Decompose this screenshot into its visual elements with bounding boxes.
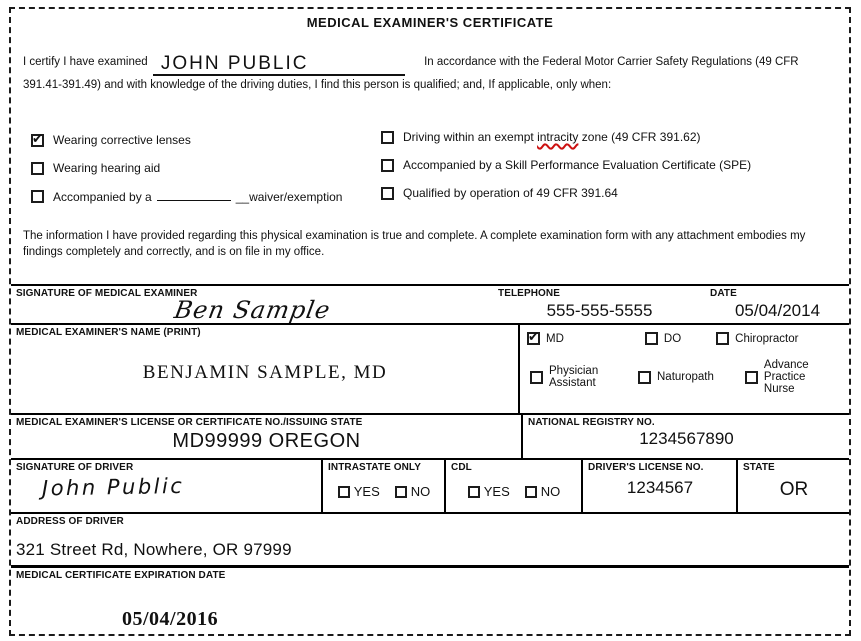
form-title: MEDICAL EXAMINER'S CERTIFICATE [306, 15, 554, 30]
driver-address-row [11, 512, 849, 565]
cdl-no-checkbox[interactable] [525, 486, 537, 498]
driver-address-field[interactable]: 321 Street Rd, Nowhere, OR 97999 [16, 540, 292, 559]
chiropractor-checkbox[interactable] [716, 332, 729, 345]
driver-address-label: ADDRESS OF DRIVER [16, 516, 124, 527]
intrastate-yes-option [338, 484, 380, 499]
certification-section [11, 9, 849, 284]
spe-certificate-checkbox[interactable] [381, 159, 394, 172]
option-hearing-aid [31, 161, 376, 175]
certification-statement [23, 53, 837, 95]
cdl-yes-no-group [451, 484, 577, 499]
examiner-signature-field[interactable]: Ben Sample [172, 296, 333, 324]
driver-signature-field[interactable]: John Public [41, 473, 185, 501]
physician-assistant-label: Physician Assistant [549, 365, 599, 389]
expiration-label: MEDICAL CERTIFICATE EXPIRATION DATE [16, 570, 226, 581]
physician-assistant-checkbox[interactable] [530, 371, 543, 384]
cdl-yes-label: YES [483, 484, 510, 499]
chiropractor-label: Chiropractor [735, 332, 799, 345]
hearing-aid-label: Wearing hearing aid [53, 161, 161, 175]
option-intracity-zone [381, 130, 846, 144]
driver-state-cell [736, 460, 849, 512]
intrastate-yes-label: YES [353, 484, 380, 499]
intrastate-yes-checkbox[interactable] [338, 486, 350, 498]
option-waiver-exemption [31, 189, 376, 204]
national-registry-field[interactable]: 1234567890 [639, 429, 734, 448]
examiner-license-cell [11, 415, 521, 458]
examiner-license-label: MEDICAL EXAMINER'S LICENSE OR CERTIFICATE NO./ISSUING STATE [16, 417, 363, 428]
telephone-cell [493, 286, 705, 323]
cdl-no-label: NO [540, 484, 561, 499]
examiner-license-field[interactable]: MD99999 OREGON [172, 430, 361, 452]
driver-signature-cell [11, 460, 321, 512]
intrastate-only-label: INTRASTATE ONLY [328, 462, 421, 473]
exam-date-label: DATE [710, 288, 737, 299]
credential-advance-practice-nurse [745, 359, 820, 395]
driver-license-field[interactable]: 1234567 [626, 478, 694, 497]
examiner-name-field[interactable]: BENJAMIN SAMPLE, MD [142, 362, 388, 383]
advance-practice-nurse-checkbox[interactable] [745, 371, 758, 384]
telephone-label: TELEPHONE [498, 288, 561, 299]
md-checkbox[interactable] [527, 332, 540, 345]
cdl-yes-option [468, 484, 510, 499]
driver-license-cell [581, 460, 736, 512]
naturopath-checkbox[interactable] [638, 371, 651, 384]
credential-md [527, 332, 564, 345]
credentials-row-1 [527, 332, 845, 345]
waiver-blank-field[interactable] [157, 189, 231, 201]
certify-suffix-text: In accordance with the Federal Motor Carrier Safety Regulations (49 CFR 391.41-391.49) and with knowledge of the driving duties, I find this person is qualified; and, If applicable, only when: [23, 56, 799, 91]
driver-signature-label: SIGNATURE OF DRIVER [16, 462, 134, 473]
cfr-391-64-label: Qualified by operation of 49 CFR 391.64 [403, 186, 618, 200]
do-checkbox[interactable] [645, 332, 658, 345]
examiner-signature-cell [11, 286, 493, 323]
option-corrective-lenses [31, 133, 376, 147]
driver-license-label: DRIVER'S LICENSE NO. [588, 462, 704, 473]
examiner-name-cell [11, 325, 518, 413]
national-registry-cell [521, 415, 849, 458]
spe-certificate-label: Accompanied by a Skill Performance Evaluation Certificate (SPE) [403, 158, 752, 172]
option-spe-certificate [381, 158, 846, 172]
corrective-lenses-checkbox[interactable] [31, 134, 44, 147]
credential-naturopath [638, 371, 714, 384]
intracity-misspelled-word: intracity [537, 130, 579, 144]
qualification-options-left [31, 133, 376, 218]
driver-address-cell [11, 514, 849, 565]
corrective-lenses-label: Wearing corrective lenses [53, 133, 191, 147]
intracity-zone-checkbox[interactable] [381, 131, 394, 144]
national-registry-label: NATIONAL REGISTRY NO. [528, 417, 655, 428]
examiner-name-row [11, 323, 849, 413]
certify-prefix-text: I certify I have examined [23, 56, 148, 68]
cdl-yes-checkbox[interactable] [468, 486, 480, 498]
credential-physician-assistant [530, 365, 611, 389]
examiner-name-label: MEDICAL EXAMINER'S NAME (PRINT) [16, 327, 201, 338]
credential-chiropractor [716, 332, 798, 345]
option-cfr-391-64 [381, 186, 846, 200]
medical-examiners-certificate-form [9, 7, 851, 636]
intrastate-no-label: NO [410, 484, 431, 499]
examinee-name-field[interactable]: JOHN PUBLIC [153, 53, 405, 76]
license-registry-row [11, 413, 849, 458]
examiner-signature-label: SIGNATURE OF MEDICAL EXAMINER [16, 288, 198, 299]
examiner-signature-row [11, 284, 849, 323]
exam-date-cell [705, 286, 849, 323]
intrastate-yes-no-group [328, 484, 440, 499]
exam-date-field[interactable]: 05/04/2014 [734, 301, 821, 320]
credential-do [645, 332, 681, 345]
cdl-label: CDL [451, 462, 472, 473]
advance-practice-nurse-label: Advance Practice Nurse [763, 359, 809, 395]
md-label: MD [546, 332, 564, 345]
waiver-label: Accompanied by a __waiver/exemption [53, 190, 343, 204]
driver-state-label: STATE [743, 462, 775, 473]
intrastate-only-cell [321, 460, 444, 512]
waiver-checkbox[interactable] [31, 190, 44, 203]
naturopath-label: Naturopath [657, 371, 714, 383]
expiration-cell [11, 568, 849, 634]
telephone-field[interactable]: 555-555-5555 [546, 301, 653, 320]
qualification-options-right [381, 130, 846, 214]
cfr-391-64-checkbox[interactable] [381, 187, 394, 200]
cdl-cell [444, 460, 581, 512]
credentials-row-2 [530, 359, 845, 395]
intracity-zone-label: Driving within an exempt intracity zone (49 CFR 391.62) [403, 130, 701, 144]
do-label: DO [663, 332, 682, 345]
examiner-credentials-cell [518, 325, 849, 413]
hearing-aid-checkbox[interactable] [31, 162, 44, 175]
intrastate-no-option [395, 484, 431, 499]
expiration-date-field[interactable]: 05/04/2016 [122, 608, 219, 630]
cdl-no-option [525, 484, 561, 499]
attestation-statement: The information I have provided regarding this physical examination is true and complete. A complete examination form with any attachment embodies my findings completely and correctly, and is on file in my office. [23, 230, 806, 258]
expiration-row [11, 565, 849, 634]
driver-row [11, 458, 849, 512]
intrastate-no-checkbox[interactable] [395, 486, 407, 498]
driver-state-field[interactable]: OR [779, 479, 809, 500]
